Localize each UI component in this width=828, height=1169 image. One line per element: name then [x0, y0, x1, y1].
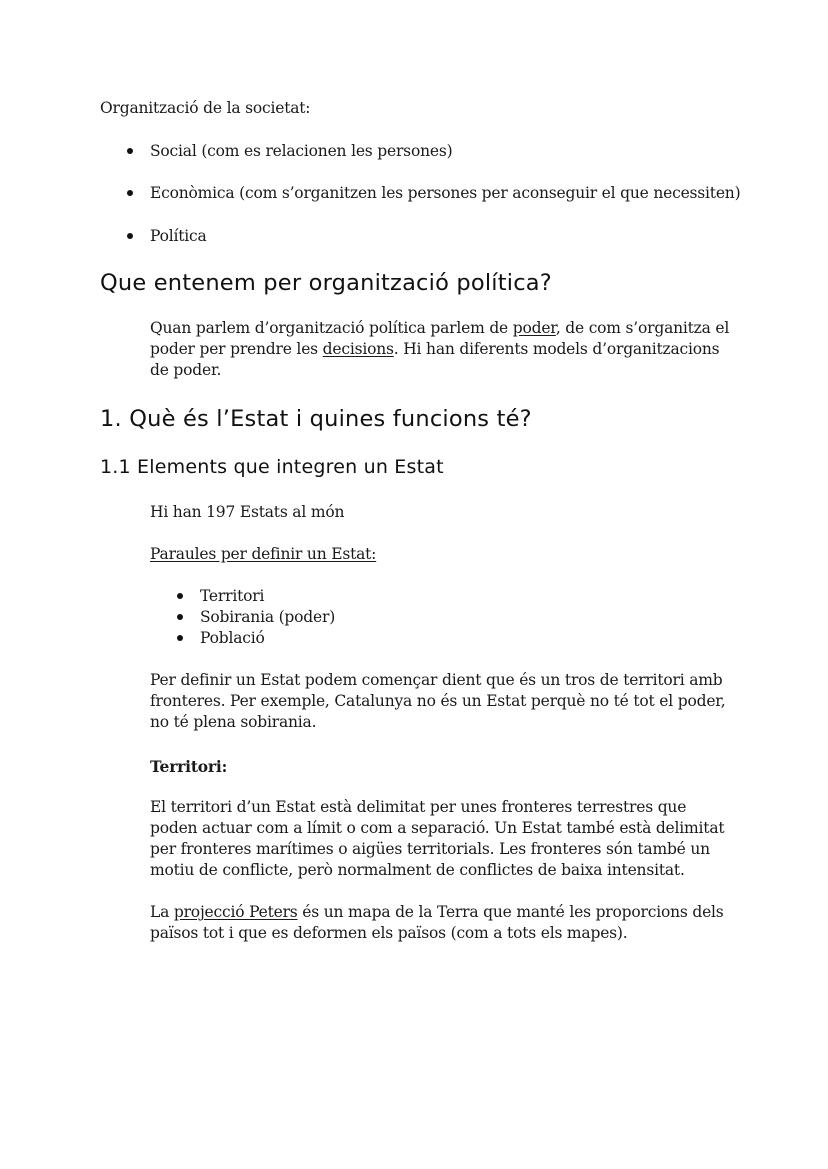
list-item-sobirania: Sobirania (poder) [200, 608, 336, 626]
paragraph-organitzacio-politica: Quan parlem d’organització política parlem de poder, de com s’organitza el poder per prendre les decisions. Hi han diferents models d’organitzacions de poder. [150, 319, 730, 379]
list-item-politica: Política [150, 227, 207, 245]
list-item-economica: Econòmica (com s’organitzen les persones per aconseguir el que necessiten) [150, 184, 741, 202]
list-item-poblacio: Població [200, 629, 265, 647]
heading-que-es-estat: 1. Què és l’Estat i quines funcions té? [100, 406, 532, 432]
bullet-dot [177, 593, 183, 599]
list-item-territori: Territori [200, 587, 265, 605]
link-projeccio-peters: projecció Peters [173, 903, 298, 921]
paraules-label: Paraules per definir un Estat: [150, 545, 377, 563]
bullet-dot [177, 614, 183, 620]
intro-text: Organització de la societat: [100, 99, 311, 117]
link-decisions: decisions [322, 340, 394, 358]
link-poder: poder [512, 319, 556, 337]
bullet-dot [127, 233, 133, 239]
heading-organitzacio-politica: Que entenem per organització política? [100, 270, 552, 296]
heading-elements-estat: 1.1 Elements que integren un Estat [100, 456, 444, 478]
estats-count-text: Hi han 197 Estats al món [150, 503, 345, 521]
bullet-dot [127, 148, 133, 154]
bullet-dot [177, 635, 183, 641]
paragraph-territori: El territori d’un Estat està delimitat per unes fronteres terrestres que poden actuar com a límit o com a separació. Un Estat també està delimitat per fronteres marítimes o aigües territorials. Les fronteres són també un motiu de conflicte, però normalment de conflictes de baixa intensitat. [150, 798, 725, 879]
list-item-social: Social (com es relacionen les persones) [150, 142, 453, 160]
bullet-dot [127, 190, 133, 196]
paragraph-definir-estat: Per definir un Estat podem començar dient que és un tros de territori amb fronteres. Per exemple, Catalunya no és un Estat perquè no té tot el poder, no té plena sobirania. [150, 671, 726, 731]
territori-label: Territori: [150, 757, 228, 776]
paragraph-projeccio-peters: La projecció Peters és un mapa de la Terra que manté les proporcions dels països tot i que es deformen els països (com a tots els mapes). [150, 903, 724, 942]
